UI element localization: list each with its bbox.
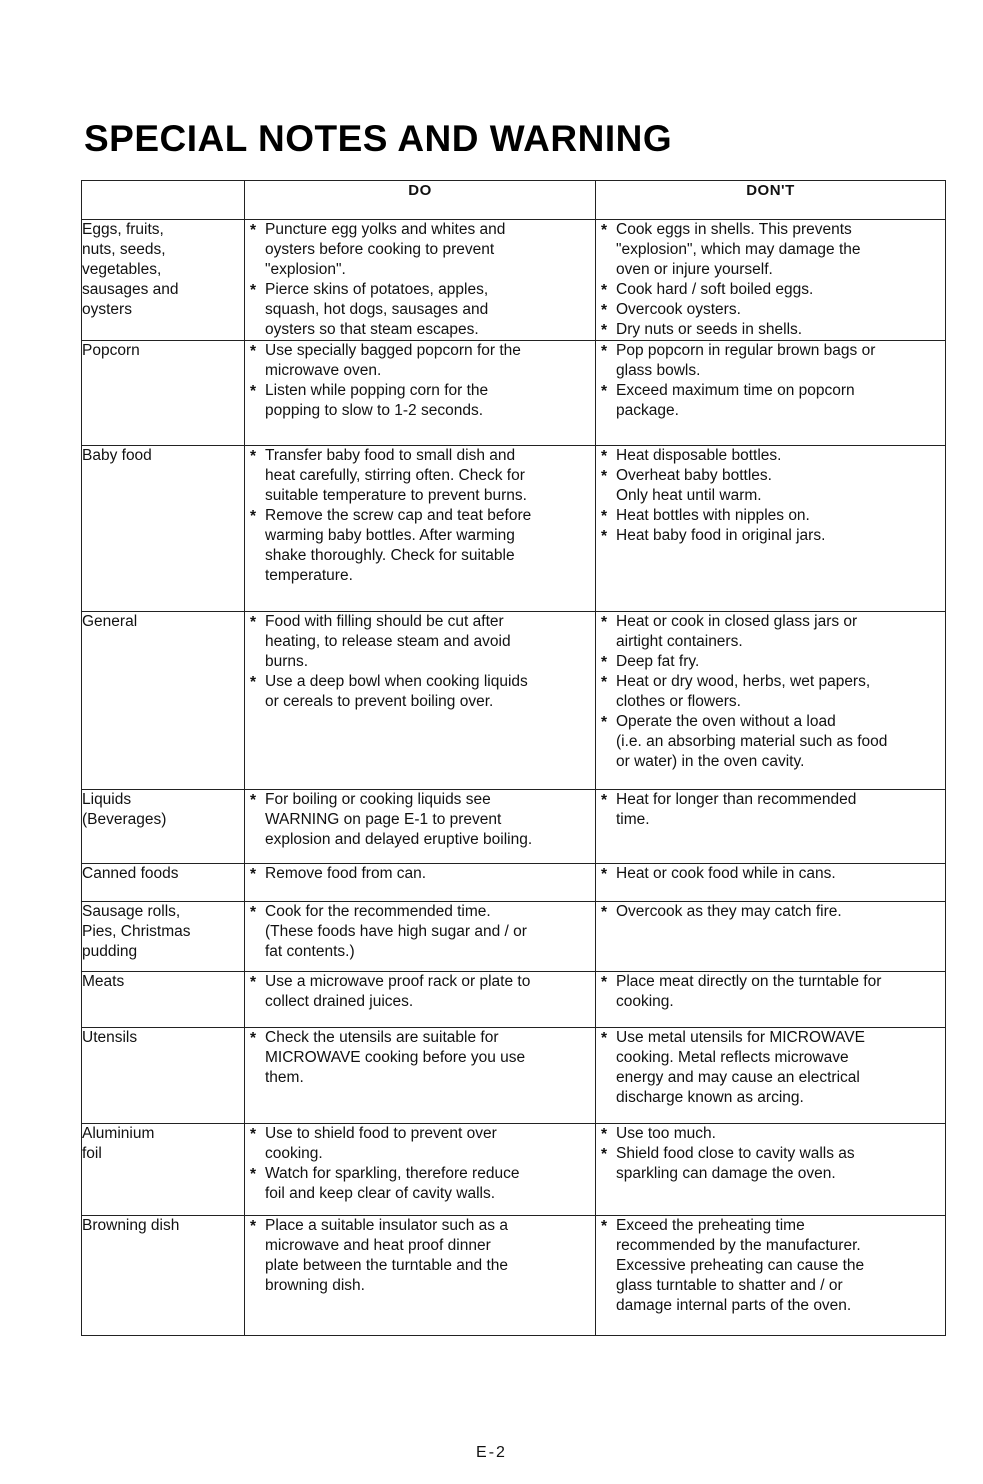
row-category: Popcorn [82,341,245,446]
row-category: Eggs, fruits, nuts, seeds, vegetables, sausages and oysters [82,220,245,341]
do-list [245,220,595,340]
table-row [82,1216,946,1336]
table-row [82,902,946,972]
do-item: * Watch for sparkling, therefore reduce foil and keep clear of cavity walls. [245,1164,595,1204]
do-item: * Puncture egg yolks and whites and oysters before cooking to prevent "explosion". [245,220,595,280]
dont-cell [596,972,946,1028]
notes-table [81,180,946,1336]
do-list [245,902,595,962]
do-cell [245,790,596,864]
dont-item: * Place meat directly on the turntable for cooking. [596,972,945,1012]
table-row [82,446,946,612]
page-number: E-2 [476,1444,507,1461]
dont-item: * Heat baby food in original jars. [596,526,945,546]
row-category: Utensils [82,1028,245,1124]
do-list [245,612,595,712]
do-cell [245,612,596,790]
do-list [245,446,595,586]
dont-item: * Dry nuts or seeds in shells. [596,320,945,340]
dont-item: * Heat bottles with nipples on. [596,506,945,526]
do-list [245,1216,595,1296]
row-category: Liquids (Beverages) [82,790,245,864]
row-category: Meats [82,972,245,1028]
table-row [82,790,946,864]
dont-item: * Heat or dry wood, herbs, wet papers, clothes or flowers. [596,672,945,712]
dont-item: * Shield food close to cavity walls as sparkling can damage the oven. [596,1144,945,1184]
do-item: * Cook for the recommended time. (These foods have high sugar and / or fat contents.) [245,902,595,962]
dont-cell [596,1028,946,1124]
do-cell [245,972,596,1028]
dont-list [596,446,945,546]
do-cell [245,220,596,341]
dont-cell [596,790,946,864]
dont-item: * Heat for longer than recommended time. [596,790,945,830]
dont-list [596,612,945,772]
do-item: * Listen while popping corn for the popping to slow to 1-2 seconds. [245,381,595,421]
row-category: Canned foods [82,864,245,902]
dont-item: * Operate the oven without a load (i.e. an absorbing material such as food or water) in the oven cavity. [596,712,945,772]
table-row [82,972,946,1028]
do-list [245,790,595,850]
do-item: * For boiling or cooking liquids see WARNING on page E-1 to prevent explosion and delayed eruptive boiling. [245,790,595,850]
dont-list [596,220,945,340]
do-item: * Use a deep bowl when cooking liquids or cereals to prevent boiling over. [245,672,595,712]
dont-list [596,1124,945,1184]
do-item: * Place a suitable insulator such as a microwave and heat proof dinner plate between the turntable and the browning dish. [245,1216,595,1296]
dont-list [596,1216,945,1316]
row-category: Baby food [82,446,245,612]
table-row [82,220,946,341]
category-column-header [82,181,245,220]
row-category: Browning dish [82,1216,245,1336]
dont-item: * Use too much. [596,1124,945,1144]
do-cell [245,341,596,446]
do-column-header: DO [245,181,596,220]
page-title: SPECIAL NOTES AND WARNING [84,118,673,159]
do-item: * Check the utensils are suitable for MICROWAVE cooking before you use them. [245,1028,595,1088]
dont-cell [596,1216,946,1336]
table-body [82,220,946,1336]
dont-item: * Cook hard / soft boiled eggs. [596,280,945,300]
dont-cell [596,341,946,446]
do-cell [245,1216,596,1336]
dont-item: * Use metal utensils for MICROWAVE cooking. Metal reflects microwave energy and may cause an electrical discharge known as arcing. [596,1028,945,1108]
do-item: * Remove the screw cap and teat before warming baby bottles. After warming shake thoroughly. Check for suitable temperature. [245,506,595,586]
dont-cell [596,902,946,972]
dont-list [596,790,945,830]
row-category: Sausage rolls, Pies, Christmas pudding [82,902,245,972]
do-list [245,1028,595,1088]
do-cell [245,1124,596,1216]
do-list [245,972,595,1012]
do-item: * Pierce skins of potatoes, apples, squash, hot dogs, sausages and oysters so that steam escapes. [245,280,595,340]
table-header-row [82,181,946,220]
dont-cell [596,220,946,341]
do-item: * Transfer baby food to small dish and heat carefully, stirring often. Check for suitable temperature to prevent burns. [245,446,595,506]
table-row [82,1124,946,1216]
dont-item: * Overcook as they may catch fire. [596,902,945,922]
dont-cell [596,864,946,902]
dont-item: * Pop popcorn in regular brown bags or glass bowls. [596,341,945,381]
dont-item: * Exceed the preheating time recommended by the manufacturer. Excessive preheating can cause the glass turntable to shatter and / or damage internal parts of the oven. [596,1216,945,1316]
dont-item: * Heat or cook in closed glass jars or airtight containers. [596,612,945,652]
table-row [82,864,946,902]
dont-list [596,902,945,922]
row-category: Aluminium foil [82,1124,245,1216]
dont-column-header: DON'T [596,181,946,220]
table-row [82,1028,946,1124]
table-row [82,341,946,446]
do-item: * Use to shield food to prevent over cooking. [245,1124,595,1164]
do-item: * Use specially bagged popcorn for the microwave oven. [245,341,595,381]
do-item: * Food with filling should be cut after heating, to release steam and avoid burns. [245,612,595,672]
dont-cell [596,446,946,612]
dont-item: * Deep fat fry. [596,652,945,672]
do-item: * Remove food from can. [245,864,595,884]
do-item: * Use a microwave proof rack or plate to collect drained juices. [245,972,595,1012]
dont-item: * Exceed maximum time on popcorn package. [596,381,945,421]
do-cell [245,864,596,902]
dont-list [596,1028,945,1108]
do-cell [245,902,596,972]
do-list [245,1124,595,1204]
do-list [245,341,595,421]
dont-item: * Overcook oysters. [596,300,945,320]
dont-item: * Cook eggs in shells. This prevents "explosion", which may damage the oven or injure yourself. [596,220,945,280]
dont-item: * Overheat baby bottles. Only heat until warm. [596,466,945,506]
dont-cell [596,1124,946,1216]
table-row [82,612,946,790]
dont-item: * Heat disposable bottles. [596,446,945,466]
dont-list [596,341,945,421]
dont-item: * Heat or cook food while in cans. [596,864,945,884]
do-cell [245,446,596,612]
dont-list [596,864,945,884]
dont-cell [596,612,946,790]
row-category: General [82,612,245,790]
do-list [245,864,595,884]
do-cell [245,1028,596,1124]
dont-list [596,972,945,1012]
